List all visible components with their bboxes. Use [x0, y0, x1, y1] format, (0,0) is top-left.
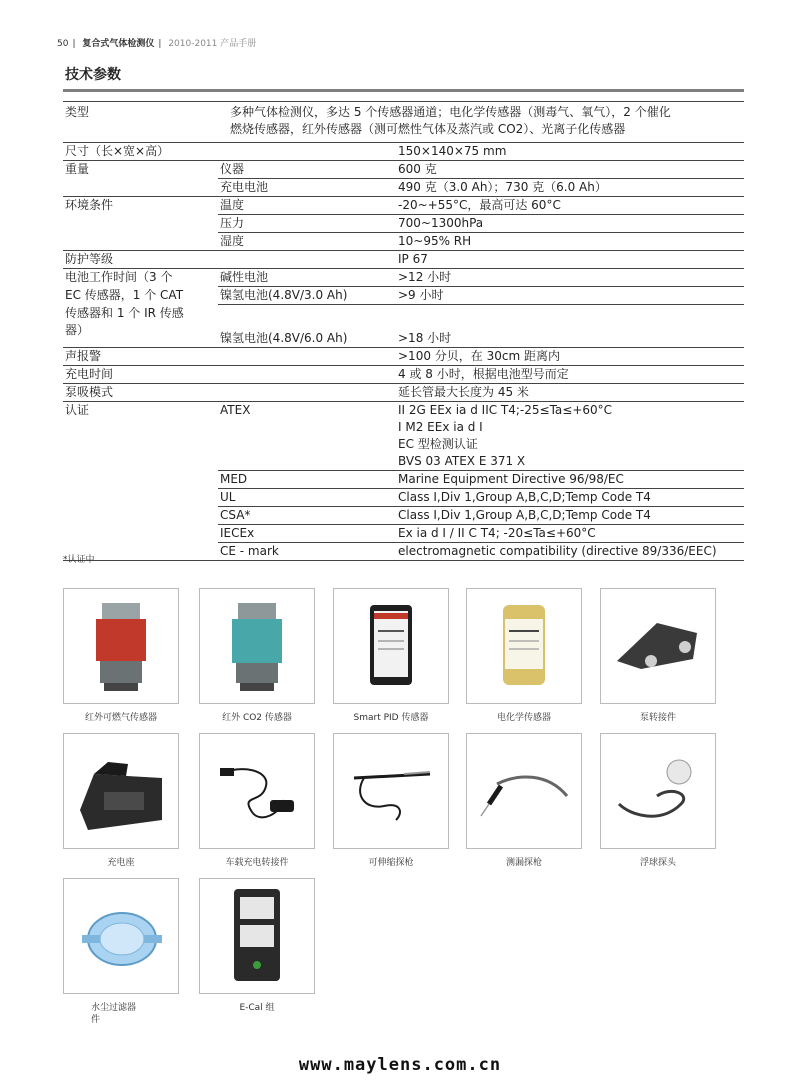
- spec-sub: 镍氢电池(4.8V/3.0 Ah): [218, 287, 390, 305]
- caption-line: 水尘过滤器: [91, 1003, 137, 1013]
- spec-value-line: 燃烧传感器，红外传感器（测可燃性气体及蒸汽或 CO2）、光离子化传感器: [230, 122, 626, 136]
- spec-label: [63, 419, 218, 436]
- spec-row: [63, 488, 744, 506]
- accessory-caption: 测漏探枪: [505, 858, 542, 868]
- spec-label: 尺寸（长×宽×高）: [63, 143, 218, 161]
- spec-value: I M2 EEx ia d I: [398, 419, 483, 434]
- accessory-caption: 车载充电转接件: [225, 858, 289, 868]
- spec-value: Class I,Div 1,Group A,B,C,D;Temp Code T4: [390, 506, 744, 524]
- spec-label: [63, 233, 218, 251]
- spec-row: [63, 347, 744, 365]
- accessory-caption: Smart PID 传感器: [353, 713, 429, 723]
- spec-value: >12 小时: [390, 269, 744, 287]
- spec-label: EC 传感器，1 个 CAT: [65, 287, 184, 302]
- spec-sub: [218, 365, 390, 383]
- spec-value-line: 多种气体检测仪，多达 5 个传感器通道；电化学传感器（测毒气、氧气），2 个催化: [230, 105, 671, 119]
- spec-value: EC 型检测认证: [398, 436, 478, 451]
- spec-value: >18 小时: [398, 330, 452, 345]
- spec-row: [63, 102, 744, 143]
- accessory-card: [63, 588, 179, 724]
- accessory-caption: 红外 CO2 传感器: [222, 713, 292, 723]
- spec-row: [63, 524, 744, 542]
- spec-sub: [218, 436, 390, 453]
- pid-sensor-icon: [333, 588, 449, 704]
- telescopic-probe-icon: [333, 733, 449, 849]
- accessory-card: [63, 733, 179, 869]
- leak-probe-icon: [466, 733, 582, 849]
- spec-label: [63, 506, 218, 524]
- accessory-caption: [63, 1002, 179, 1026]
- spec-row: [63, 401, 744, 419]
- spec-sub: 压力: [218, 215, 390, 233]
- spec-sub: [218, 419, 390, 436]
- spec-sub: UL: [218, 488, 390, 506]
- product-line: 复合式气体检测仪: [82, 39, 155, 49]
- spec-sub: 碱性电池: [218, 269, 390, 287]
- footnote: *认证中: [63, 555, 95, 565]
- spec-sub: 充电电池: [218, 179, 390, 197]
- spec-row: [63, 143, 744, 161]
- spec-label: 泵吸模式: [63, 383, 218, 401]
- dust-filter-icon: [63, 878, 179, 994]
- spec-sub: 湿度: [218, 233, 390, 251]
- spec-row: [63, 470, 744, 488]
- spec-value: 10~95% RH: [390, 233, 744, 251]
- accessory-caption: 红外可燃气传感器: [84, 713, 157, 723]
- spec-row: [63, 436, 744, 453]
- accessory-caption: E-Cal 组: [239, 1003, 275, 1013]
- accessory-caption: 浮球探头: [639, 858, 676, 868]
- accessory-card: [333, 733, 449, 869]
- car-charger-icon: [199, 733, 315, 849]
- spec-label: [63, 470, 218, 488]
- spec-sub: ATEX: [218, 401, 390, 419]
- spec-label: [63, 453, 218, 471]
- spec-value: >100 分贝，在 30cm 距离内: [390, 347, 744, 365]
- spec-row: [63, 287, 744, 305]
- catalog-name: 2010-2011 产品手册: [168, 39, 257, 49]
- caption-line: 件: [91, 1015, 101, 1025]
- spec-row: [63, 197, 744, 215]
- spec-value: 150×140×75 mm: [390, 143, 744, 161]
- spec-label: [63, 524, 218, 542]
- spec-value: electromagnetic compatibility (directive 89/336/EEC): [390, 542, 744, 560]
- spec-sub: [218, 453, 390, 471]
- section-title: 技术参数: [65, 67, 121, 83]
- charging-cradle-icon: [63, 733, 179, 849]
- spec-row: [63, 419, 744, 436]
- spec-label: 类型: [63, 102, 218, 143]
- spec-label: [63, 179, 218, 197]
- title-rule: [63, 89, 744, 92]
- spec-sub: [218, 251, 390, 269]
- spec-sub: 温度: [218, 197, 390, 215]
- spec-value: Ex ia d I / II C T4; -20≤Ta≤+60°C: [390, 524, 744, 542]
- spec-value: [230, 102, 744, 143]
- spec-sub: CE - mark: [218, 542, 390, 560]
- ec-sensor-icon: [466, 588, 582, 704]
- spec-row: [63, 233, 744, 251]
- co2-sensor-icon: [199, 588, 315, 704]
- accessory-card: [600, 588, 716, 724]
- spec-label: 认证: [63, 401, 218, 419]
- accessory-caption: 可伸缩探枪: [368, 858, 414, 868]
- spec-label: 环境条件: [63, 197, 218, 215]
- spec-row: [63, 453, 744, 471]
- spec-label: [63, 215, 218, 233]
- spec-row: [63, 215, 744, 233]
- spec-value: 4 或 8 小时，根据电池型号而定: [390, 365, 744, 383]
- spec-row: [63, 506, 744, 524]
- spec-label: 声报警: [63, 347, 218, 365]
- ir-sensor-icon: [63, 588, 179, 704]
- spec-sub: MED: [218, 470, 390, 488]
- spec-sub: [218, 347, 390, 365]
- accessory-card: [333, 588, 449, 724]
- spec-row: [63, 365, 744, 383]
- spec-row: [63, 269, 744, 287]
- accessory-card: [466, 733, 582, 869]
- spec-label: [63, 488, 218, 506]
- spec-value: BVS 03 ATEX E 371 X: [398, 453, 526, 468]
- spec-sub: [218, 383, 390, 401]
- spec-row: [63, 179, 744, 197]
- spec-label: 重量: [63, 161, 218, 179]
- spec-sub: IECEx: [218, 524, 390, 542]
- accessory-card: [63, 878, 179, 1026]
- accessory-caption: 泵转接件: [639, 713, 676, 723]
- spec-value: 700~1300hPa: [390, 215, 744, 233]
- spec-value: 延长管最大长度为 45 米: [390, 383, 744, 401]
- page-header: 50 | 复合式气体检测仪 | 2010-2011 产品手册: [57, 39, 257, 49]
- spec-label: [63, 436, 218, 453]
- spec-label: 防护等级: [63, 251, 218, 269]
- spec-sub: [218, 305, 390, 322]
- accessory-caption: 充电座: [107, 858, 135, 868]
- accessory-grid: [63, 588, 723, 1028]
- spec-value: 600 克: [390, 161, 744, 179]
- spec-value: >9 小时: [390, 287, 744, 305]
- accessory-card: [199, 588, 315, 724]
- spec-label: 传感器和 1 个 IR 传感: [65, 305, 184, 320]
- ecal-unit-icon: [199, 878, 315, 994]
- pump-adapter-icon: [600, 588, 716, 704]
- spec-value: Class I,Div 1,Group A,B,C,D;Temp Code T4: [390, 488, 744, 506]
- spec-value: II 2G EEx ia d IIC T4;-25≤Ta≤+60°C: [390, 401, 744, 419]
- spec-value: IP 67: [390, 251, 744, 269]
- page-number: 50: [57, 39, 69, 49]
- footer-url: www.maylens.com.cn: [298, 1055, 502, 1075]
- spec-row: [63, 305, 744, 322]
- accessory-card: [600, 733, 716, 869]
- spec-row: [63, 542, 744, 560]
- spec-row: [63, 161, 744, 179]
- spec-table: [63, 101, 744, 561]
- accessory-card: [199, 733, 315, 869]
- spec-row: [63, 322, 744, 348]
- spec-label: 充电时间: [63, 365, 218, 383]
- float-probe-icon: [600, 733, 716, 849]
- accessory-card: [199, 878, 315, 1014]
- spec-row: [63, 251, 744, 269]
- accessory-card: [466, 588, 582, 724]
- spec-row: [63, 383, 744, 401]
- spec-value: Marine Equipment Directive 96/98/EC: [390, 470, 744, 488]
- spec-value: [390, 305, 744, 322]
- spec-label: 器）: [65, 322, 90, 337]
- spec-sub: CSA*: [218, 506, 390, 524]
- spec-label: 电池工作时间（3 个: [63, 269, 218, 287]
- spec-value: 490 克（3.0 Ah）；730 克（6.0 Ah）: [390, 179, 744, 197]
- spec-sub: 仪器: [218, 161, 390, 179]
- spec-value: -20~+55°C，最高可达 60°C: [390, 197, 744, 215]
- spec-sub: [218, 143, 390, 161]
- accessory-caption: 电化学传感器: [496, 713, 551, 723]
- spec-sub: 镍氢电池(4.8V/6.0 Ah): [220, 330, 348, 345]
